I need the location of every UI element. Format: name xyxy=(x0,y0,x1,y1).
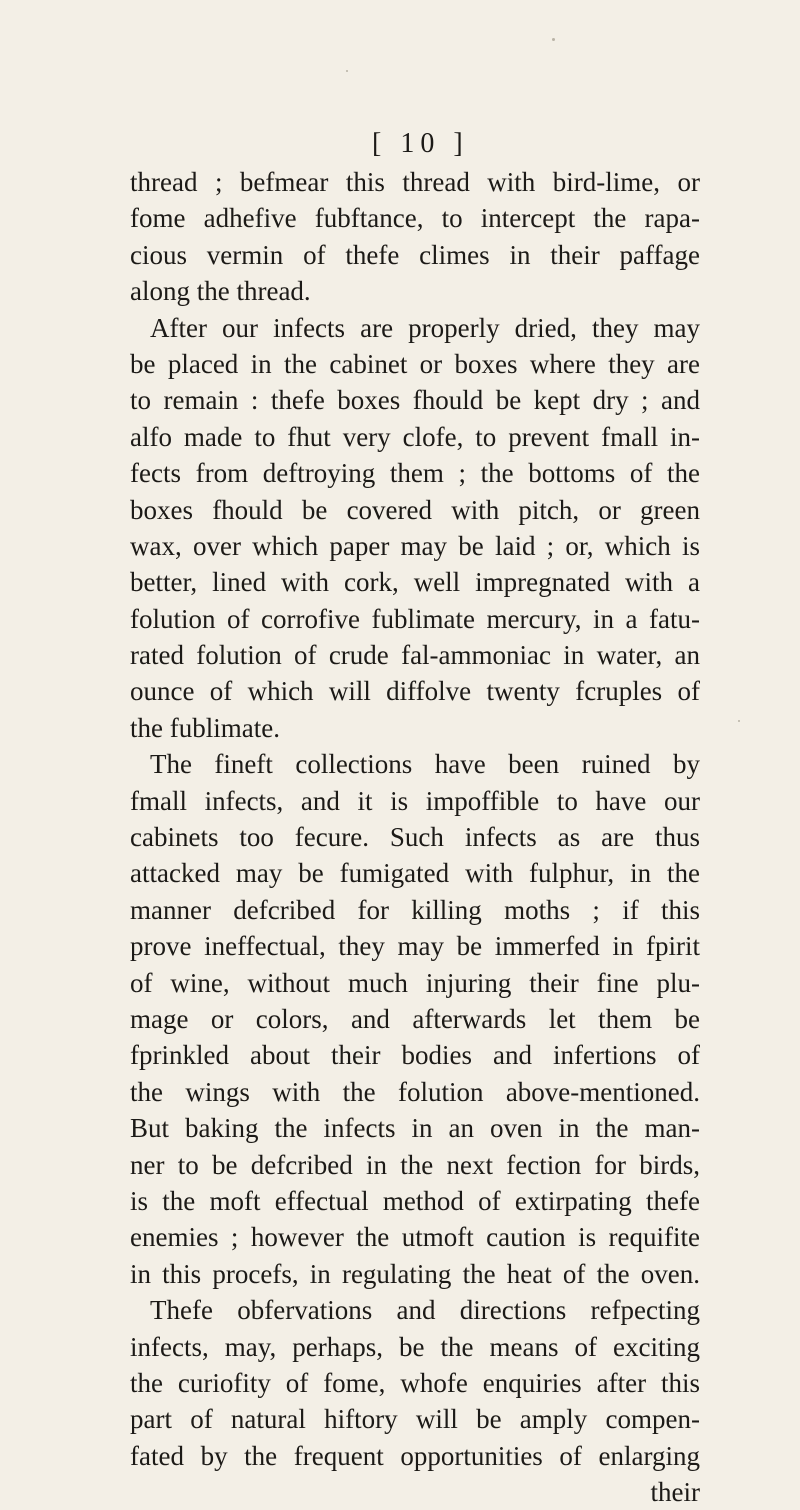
paper-speck xyxy=(738,720,740,722)
text-line: infects, may, perhaps, be the means of exciting xyxy=(130,1331,700,1362)
text-line: is the moft effectual method of extirpating thefe xyxy=(130,1185,700,1216)
text-line: rated folution of crude fal-ammoniac in water, an xyxy=(130,640,700,671)
text-line: enemies ; however the utmoft caution is requifite xyxy=(130,1222,700,1253)
text-line: part of natural hiftory will be amply compen- xyxy=(130,1404,700,1435)
text-line: ounce of which will diffolve twenty fcruples of xyxy=(130,676,700,707)
text-line: mage or colors, and afterwards let them be xyxy=(130,1003,700,1034)
text-line: But baking the infects in an oven in the man- xyxy=(130,1113,700,1144)
text-line: fects from deftroying them ; the bottoms of the xyxy=(130,458,700,489)
text-line: prove ineffectual, they may be immerfed in fpirit xyxy=(130,931,700,962)
text-line: along the thread. xyxy=(130,276,311,307)
text-line: to remain : thefe boxes fhould be kept dry ; and xyxy=(130,385,700,416)
page-number: [ 10 ] xyxy=(372,128,469,159)
text-line: Thefe obfervations and directions refpecting xyxy=(150,1295,700,1326)
text-line: The fineft collections have been ruined by xyxy=(150,749,700,780)
body-text xyxy=(130,164,700,1510)
text-line: After our infects are properly dried, they may xyxy=(150,312,700,343)
text-line: cious vermin of thefe climes in their paffage xyxy=(130,239,700,270)
text-line: of wine, without much injuring their fine plu- xyxy=(130,967,700,998)
text-line: manner defcribed for killing moths ; if this xyxy=(130,894,700,925)
text-line: better, lined with cork, well impregnated with a xyxy=(130,567,700,598)
paper-speck xyxy=(552,38,555,41)
text-line: fmall infects, and it is impoffible to have our xyxy=(130,785,700,816)
text-line: fprinkled about their bodies and infertions of xyxy=(130,1040,700,1071)
text-line: the wings with the folution above-mentioned. xyxy=(130,1076,700,1107)
text-line: boxes fhould be covered with pitch, or green xyxy=(130,494,700,525)
text-line: ner to be defcribed in the next fection for birds, xyxy=(130,1149,700,1180)
catchword: their xyxy=(650,1477,700,1508)
text-line: alfo made to fhut very clofe, to prevent fmall in- xyxy=(130,421,700,452)
text-line: the fublimate. xyxy=(130,712,280,743)
text-line: fated by the frequent opportunities of enlarging xyxy=(130,1440,700,1471)
text-line: wax, over which paper may be laid ; or, which is xyxy=(130,530,700,561)
text-line: in this procefs, in regulating the heat of the oven. xyxy=(130,1258,700,1289)
text-line: thread ; befmear this thread with bird-lime, or xyxy=(130,167,700,197)
text-line: attacked may be fumigated with fulphur, in the xyxy=(130,858,700,889)
text-line: the curiofity of fome, whofe enquiries after this xyxy=(130,1367,700,1398)
text-line: be placed in the cabinet or boxes where they are xyxy=(130,348,700,379)
text-line: cabinets too fecure. Such infects as are thus xyxy=(130,822,700,853)
text-line: folution of corrofive fublimate mercury, in a fatu- xyxy=(130,603,700,634)
paper-speck xyxy=(346,70,348,72)
text-line: fome adhefive fubftance, to intercept the rapa- xyxy=(130,203,700,234)
